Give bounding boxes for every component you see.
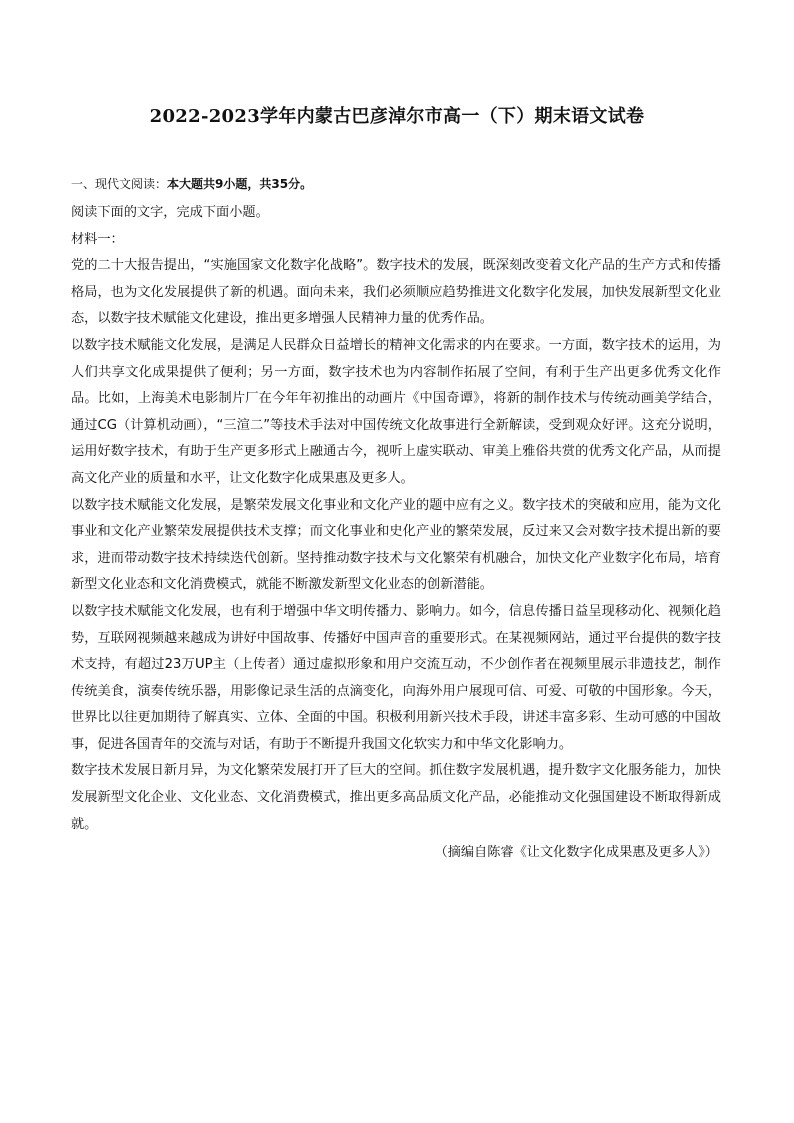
paragraph: 党的二十大报告提出，“实施国家文化数字化战略”。数字技术的发展，既深刻改变着文化产品的生产方式和传播格局，也为文化发展提供了新的机遇。面向未来，我们必须顺应趋势推进文化数字化发展，加快发展新型文化业态，以数字技术赋能文化建设，推出更多增强人民精神力量的优秀作品。 — [71, 258, 721, 327]
material-label: 材料一： — [71, 231, 124, 247]
section-heading — [71, 173, 721, 195]
reading-section — [71, 173, 721, 867]
paragraph: 数字技术发展日新月异，为文化繁荣发展打开了巨大的空间。抓住数字发展机遇，提升数字文化服务能力，加快发展新型文化企业、文化业态、文化消费模式，推出更多高品质文化产品，必能推动文化强国建设不断取得新成就。 — [71, 763, 721, 832]
paragraph: 以数字技术赋能文化发展，是满足人民群众日益增长的精神文化需求的内在要求。一方面，数字技术的运用，为人们共享文化成果提供了便利；另一方面，数字技术也为内容制作拓展了空间，有利于生产出更多优秀文化作品。比如，上海美术电影制片厂在今年年初推出的动画片《中国奇谭》，将新的制作技术与传统动画美学结合，通过CG（计算机动画），“三渲二”等技术手法对中国传统文化故事进行全新解读，受到观众好评。这充分说明，运用好数字技术，有助于生产更多形式上融通古今，视听上虚实联动、审美上雅俗共赏的优秀文化产品，从而提高文化产业的质量和水平，让文化数字化成果惠及更多人。 — [71, 337, 721, 486]
section-heading-prefix: 一、现代文阅读： — [71, 177, 168, 191]
section-heading-detail: 本大题共9小题，共35分。 — [167, 177, 313, 191]
paragraph: 以数字技术赋能文化发展，是繁荣发展文化事业和文化产业的题中应有之义。数字技术的突破和应用，能为文化事业和文化产业繁荣发展提供技术支撑；而文化事业和史化产业的繁荣发展，反过来又会对数字技术提出新的要求，进而带动数字技术持续迭代创新。坚持推动数字技术与文化繁荣有机融合，加快文化产业数字化布局，培育新型文化业态和文化消费模式，就能不断激发新型文化业态的创新潜能。 — [71, 497, 721, 593]
source-citation: （摘编自陈睿《让文化数字化成果惠及更多人》） — [434, 845, 718, 861]
instruction-text: 阅读下面的文字，完成下面小题。 — [71, 205, 269, 220]
paragraph: 以数字技术赋能文化发展，也有利于增强中华文明传播力、影响力。如今，信息传播日益呈现移动化、视频化趋势，互联网视频越来越成为讲好中国故事、传播好中国声音的重要形式。在某视频网站，通过平台提供的数字技术支持，有超过23万UP主（上传者）通过虚拟形象和用户交流互动，不少创作者在视频里展示非遗技艺，制作传统美食，演奏传统乐器，用影像记录生活的点滴变化，向海外用户展现可信、可爱、可敬的中国形象。今天，世界比以往更加期待了解真实、立体、全面的中国。积极利用新兴技术手段，讲述丰富多彩、生动可感的中国故事，促进各国青年的交流与对话，有助于不断提升我国文化软实力和中华文化影响力。 — [71, 603, 721, 752]
exam-title: 2022-2023学年内蒙古巴彦淖尔市高一（下）期末语文试卷 — [149, 106, 645, 127]
